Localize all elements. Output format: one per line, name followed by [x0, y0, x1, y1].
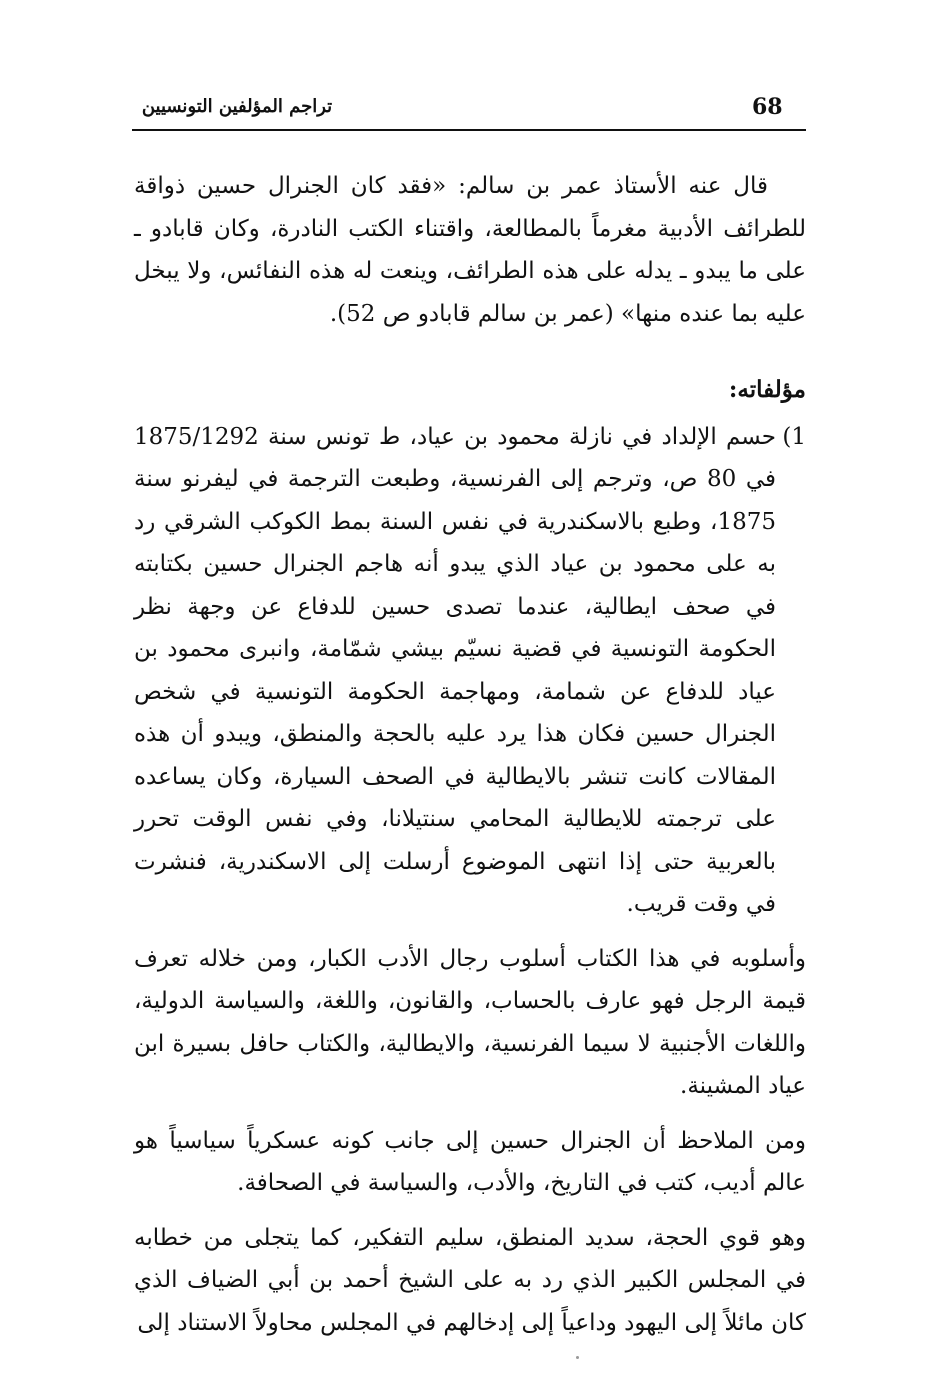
style-paragraph: وأسلوبه في هذا الكتاب أسلوب رجال الأدب الكبار، ومن خلاله تعرف قيمة الرجل فهو عارف بالحساب، والقانون، واللغة، والسياسة الدولية، واللغات الأجنبية لا سيما الفرنسية، والايطالية، والكتاب حافل بسيرة ابن عياد المشينة. — [134, 945, 806, 1099]
header-rule — [132, 129, 806, 131]
scan-speck — [576, 1356, 579, 1359]
works-heading: مؤلفاته: — [728, 376, 806, 403]
quote-paragraph: قال عنه الأستاذ عمر بن سالم: «فقد كان الجنرال حسين ذواقة للطرائف الأدبية مغرماً بالمطالعة، واقتناء الكتب النادرة، وكان قابادو ـ على ما يبدو ـ يدله على هذه الطرائف، وينعت له هذه النفائس، ولا يبخل عليه بما عنده منها» (عمر بن سالم قابادو ص 52). — [134, 173, 806, 327]
list-item-text: حسم الإلداد في نازلة محمود بن عياد، ط تونس سنة 1875/1292 في 80 ص، وترجم إلى الفرنسية، وطبعت الترجمة في ليفرنو سنة 1875، وطبع بالاسكندرية في نفس السنة بمط الكوكب الشرقي رد به على محمود بن عياد الذي يبدو أنه هاجم الجنرال حسين بكتابته في صحف ايطالية، عندما تصدى حسين للدفاع عن وجهة نظر الحكومة التونسية في قضية نسيّم بيشي شمّامة، وانبرى محمود بن عياد للدفاع عن شمامة، ومهاجمة الحكومة التونسية في شخص الجنرال حسين فكان هذا يرد عليه بالحجة والمنطق، ويبدو أن هذه المقالات كانت تنشر بالايطالية في الصحف السيارة، وكان يساعده على ترجمته للايطالية المحامي سنتيلانا، وفي نفس الوقت تحرر بالعربية حتى إذا انتهى الموضوع أرسلت إلى الاسكندرية، فنشرت في وقت قريب. — [134, 423, 777, 917]
strong-paragraph: وهو قوي الحجة، سديد المنطق، سليم التفكير، كما يتجلى من خطابه في المجلس الكبير الذي رد به على الشيخ أحمد بن أبي الضياف الذي كان مائلاً إلى اليهود وداعياً إلى إدخالهم في المجلس محاولاً الاستناد إلى — [134, 1224, 806, 1336]
page-number: 68 — [752, 94, 783, 120]
page-header — [132, 92, 804, 130]
list-item-number: 1) — [782, 423, 806, 450]
noted-paragraph: ومن الملاحظ أن الجنرال حسين إلى جانب كونه عسكرياً سياسياً هو عالم أديب، كتب في التاريخ، والأدب، والسياسة في الصحافة. — [134, 1127, 806, 1196]
works-list-item — [134, 416, 806, 926]
page-body — [134, 165, 806, 1344]
running-title: تراجم المؤلفين التونسيين — [141, 96, 333, 117]
